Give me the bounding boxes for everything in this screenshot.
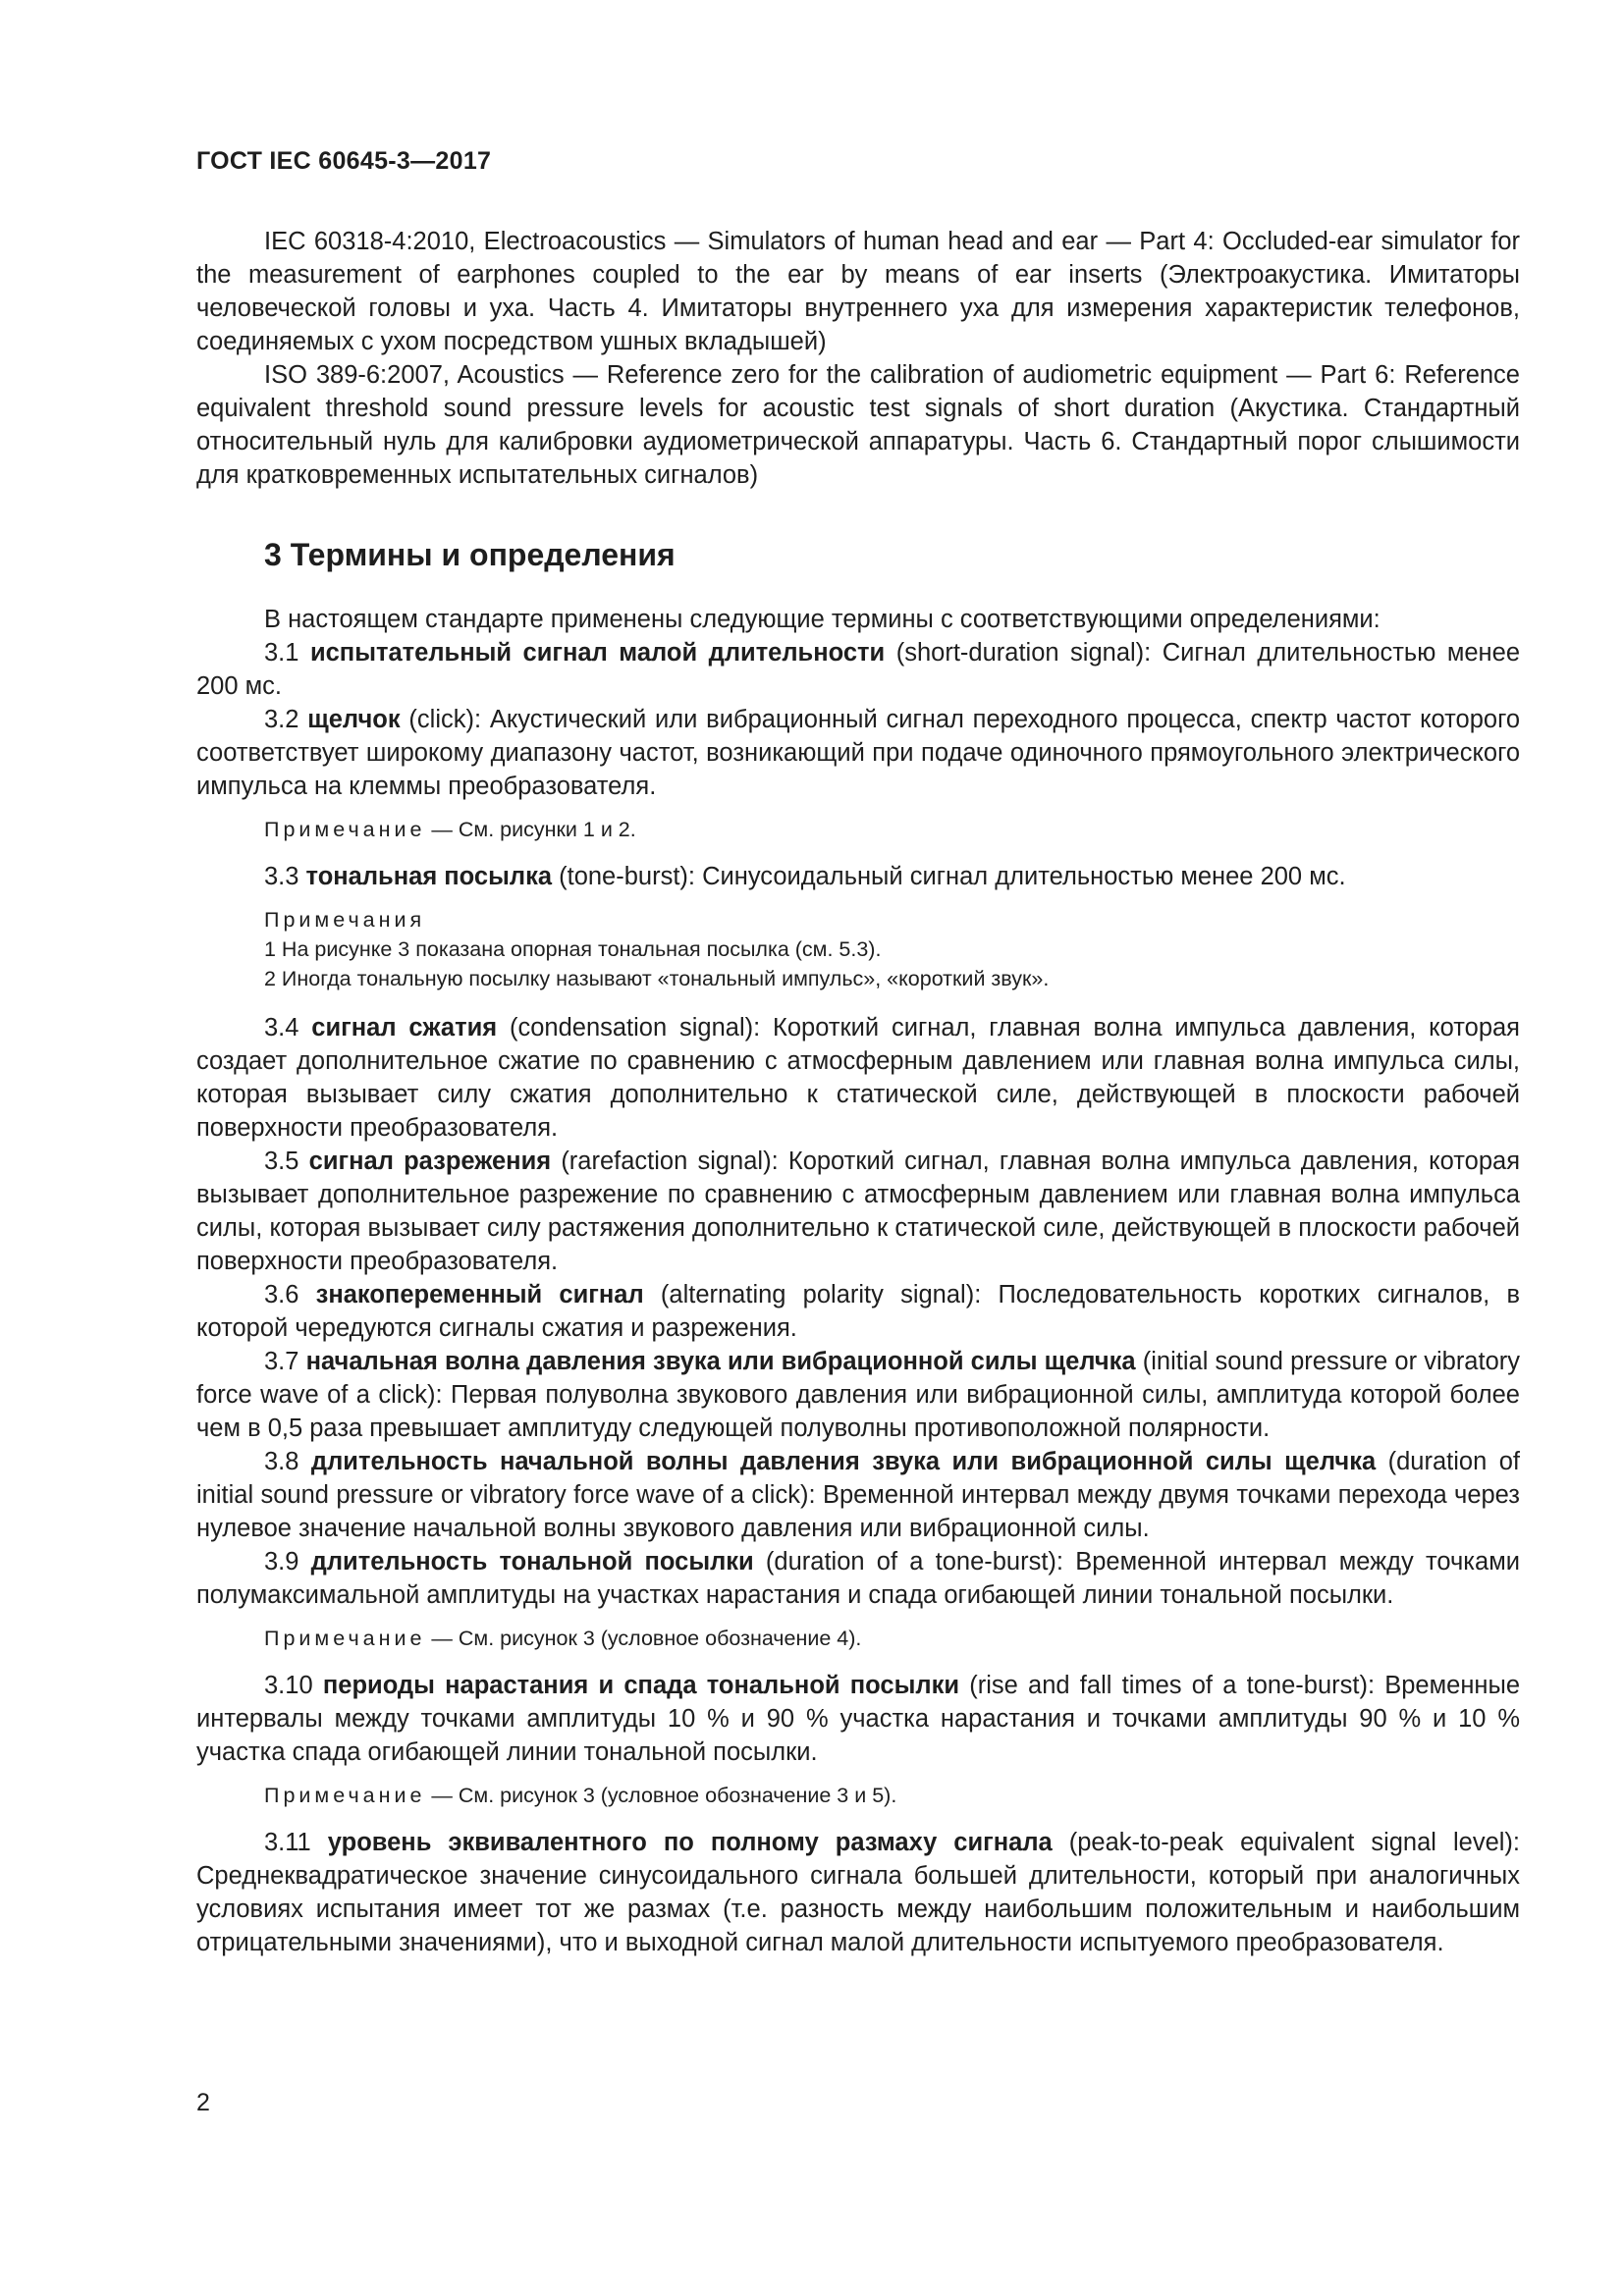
term-name: сигнал сжатия [311, 1014, 498, 1041]
document-page [196, 147, 1520, 1959]
term-3-8: 3.8 длительность начальной волны давления звука или вибрационной силы щелчка (duration of initial sound pressure or vibratory force wave of a click): Временной интервал между двумя точками перехода через нулевое значение начальной волны звукового давления или вибрационной силы. [196, 1448, 1520, 1542]
term-3-4: 3.4 сигнал сжатия (condensation signal): Короткий сигнал, главная волна импульса давления, которая создает дополнительное сжатие по сравнению с атмосферным давлением или главная волна импульса силы, которая вызывает силу сжатия дополнительно к статической силе, действующей в плоскости рабочей поверхности преобразователя. [196, 1014, 1520, 1142]
document-header: ГОСТ IEC 60645-3—2017 [196, 147, 492, 175]
term-name: сигнал разрежения [308, 1148, 552, 1175]
note-3-9: Примечание — См. рисунок 3 (условное обозначение 4). [264, 1627, 862, 1650]
page-number: 2 [196, 2089, 210, 2116]
term-name: испытательный сигнал малой длительности [309, 639, 886, 667]
term-name: тональная посылка [305, 863, 553, 890]
term-name: уровень эквивалентного по полному размаху сигнала [327, 1829, 1053, 1856]
term-name: щелчок [307, 706, 401, 733]
term-3-11: 3.11 уровень эквивалентного по полному размаху сигнала (peak-to-peak equivalent signal level): Среднеквадратическое значение синусоидального сигнала большей длительности, который при аналогичных условиях испытания имеет тот же размах (т.е. разность между наибольшим положительным и наибольшим отрицательными значениями), что и выходной сигнал малой длительности испытуемого преобразователя. [196, 1829, 1520, 1956]
term-name: начальная волна давления звука или вибрационной силы щелчка [305, 1348, 1136, 1375]
term-3-7: 3.7 начальная волна давления звука или вибрационной силы щелчка (initial sound pressure or vibratory force wave of a click): Первая полуволна звукового давления или вибрационной силы, амплитуда которой более чем в 0,5 раза превышает амплитуду следующей полуволны противоположной полярности. [196, 1348, 1521, 1442]
term-name: знакопеременный сигнал [315, 1281, 644, 1308]
term-name: длительность тональной посылки [310, 1548, 754, 1575]
term-name: периоды нарастания и спада тональной посылки [322, 1672, 960, 1699]
note-item: 1 На рисунке 3 показана опорная тональная посылка (см. 5.3). [264, 937, 882, 961]
note-3-10: Примечание — См. рисунок 3 (условное обозначение 3 и 5). [264, 1784, 897, 1807]
term-name: длительность начальной волны давления звука или вибрационной силы щелчка [310, 1448, 1377, 1475]
term-3-10: 3.10 периоды нарастания и спада тональной посылки (rise and fall times of a tone-burst): Временные интервалы между точками амплитуды 10 % и 90 % участка нарастания и точками амплитуды 90 % и 10 % участка спада огибающей линии тональной посылки. [196, 1672, 1520, 1766]
term-3-3: 3.3 тональная посылка (tone-burst): Синусоидальный сигнал длительностью менее 200 мс. [264, 863, 1346, 890]
section-title: 3 Термины и определения [264, 537, 676, 572]
term-3-9: 3.9 длительность тональной посылки (duration of a tone-burst): Временной интервал между точками полумаксимальной амплитуды на участках нарастания и спада огибающей линии тональной посылки. [196, 1548, 1520, 1609]
term-3-2: 3.2 щелчок (click): Акустический или вибрационный сигнал переходного процесса, спектр частот которого соответствует широкому диапазону частот, возникающий при подаче одиночного прямоугольного электрического импульса на клеммы преобразователя. [196, 706, 1521, 800]
term-3-5: 3.5 сигнал разрежения (rarefaction signal): Короткий сигнал, главная волна импульса давления, которая вызывает дополнительное разрежение по сравнению с атмосферным давлением или главная волна импульса силы, которая вызывает силу растяжения дополнительно к статической силе, действующей в плоскости рабочей поверхности преобразователя. [196, 1148, 1520, 1275]
note-item: 2 Иногда тональную посылку называют «тональный импульс», «короткий звук». [264, 967, 1050, 990]
notes-3-3 [264, 905, 1520, 993]
notes-title: Примечания [264, 908, 426, 932]
reference-iec-60318-4: IEC 60318-4:2010, Electroacoustics — Simulators of human head and ear — Part 4: Occluded-ear simulator for the measurement of earphones coupled to the ear by means of ear inserts (Электроакустика. Имитаторы человеческой головы и уха. Часть 4. Имитаторы внутреннего уха для измерения характеристик телефонов, соединяемых с ухом посредством ушных вкладышей) [196, 228, 1520, 355]
term-3-6: 3.6 знакопеременный сигнал (alternating polarity signal): Последовательность коротких сигналов, в которой чередуются сигналы сжатия и разрежения. [196, 1281, 1520, 1342]
section-intro: В настоящем стандарте применены следующие термины с соответствующими определениями: [264, 606, 1380, 633]
term-3-1: 3.1 испытательный сигнал малой длительности (short-duration signal): Сигнал длительностью менее 200 мс. [196, 639, 1520, 700]
reference-iso-389-6: ISO 389-6:2007, Acoustics — Reference zero for the calibration of audiometric equipment — Part 6: Reference equivalent threshold sound pressure levels for acoustic test signals of short duration (Акустика. Стандартный относительный нуль для калибровки аудиометрической аппаратуры. Часть 6. Стандартный порог слышимости для кратковременных испытательных сигналов) [196, 361, 1520, 489]
note-3-2: Примечание — См. рисунки 1 и 2. [264, 818, 636, 841]
